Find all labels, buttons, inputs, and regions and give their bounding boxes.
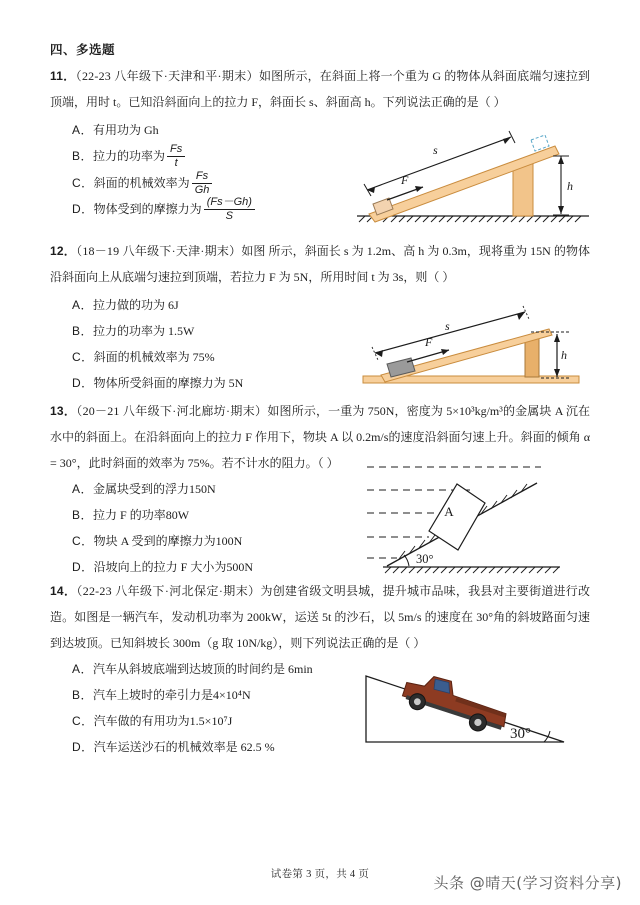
option-c-text: 斜面的机械效率为 75% <box>93 350 215 364</box>
option-d-fraction <box>204 196 255 222</box>
question-14-stem <box>50 578 590 656</box>
svg-text:F: F <box>425 335 433 349</box>
figure-question-14 <box>352 658 606 762</box>
svg-text:h: h <box>567 179 573 193</box>
option-c-label: C． <box>72 534 94 548</box>
option-c-denominator: Gh <box>192 183 213 197</box>
question-13-body: 如图所示，一重为 750N，密度为 5×10³kg/m³的金属块 A 沉在水中的斜面上。在沿斜面向上的拉力 F 作用下，物块 A 以 0.2m/s的速度沿斜面匀速上升。斜面的倾角 α = 30°，此时斜面的效率为 75%。若不计水的阻力。（ ） <box>50 404 591 470</box>
watermark: 头条 @晴天(学习资料分享) <box>433 874 622 892</box>
option-d-label: D． <box>72 202 94 217</box>
option-d-label: D． <box>72 740 94 754</box>
option-a-text: 有用功为 Gh <box>93 123 159 137</box>
question-14-number: 14． <box>50 584 77 598</box>
option-a-text: 汽车从斜坡底端到达坡顶的时间约是 6min <box>93 662 313 676</box>
option-c-text: 汽车做的有用功为1.5×10⁷J <box>93 714 233 728</box>
option-a-label: A． <box>72 662 94 676</box>
option-c-text: 斜面的机械效率为 <box>93 175 190 190</box>
svg-text:30°: 30° <box>510 726 531 742</box>
figure-question-12 <box>345 302 597 394</box>
option-c-fraction <box>192 170 213 196</box>
option-b-text: 拉力 F 的功率80W <box>93 508 190 522</box>
question-12-number: 12． <box>50 244 77 258</box>
svg-text:F: F <box>401 173 409 187</box>
option-c-numerator: Fs <box>195 170 209 183</box>
option-b-label: B． <box>72 149 94 163</box>
option-d-text: 沿坡向上的拉力 F 大小为500N <box>93 560 254 574</box>
option-d-text: 物体受到的摩擦力为 <box>93 202 202 217</box>
option-b-text: 拉力的功率为 1.5W <box>93 324 195 338</box>
section-title: 四、多选题 <box>50 43 116 57</box>
option-d-label: D． <box>72 560 94 574</box>
option-b-numerator: Fs <box>170 143 183 156</box>
option-b-label: B． <box>72 508 94 522</box>
option-c-text: 物块 A 受到的摩擦力为100N <box>93 534 243 548</box>
question-14-body: 为创建省级文明县城，提升城市品味，我县对主要街道进行改造。如图是一辆汽车，发动机功率为 200kW，运送 5t 的沙石，以 5m/s 的速度在 30°角的斜坡路面匀速到达坡顶。已知斜坡长 300m（g 取 10N/kg），则下列说法正确的是（ ） <box>50 584 590 650</box>
question-12-stem <box>50 238 590 290</box>
option-b-label: B． <box>72 688 94 702</box>
svg-text:h: h <box>561 348 567 362</box>
option-a-label: A． <box>72 298 94 312</box>
question-13-number: 13． <box>50 404 77 418</box>
option-b-fraction <box>167 143 185 169</box>
question-11-stem <box>50 63 590 115</box>
option-d-denominator: S <box>204 209 255 223</box>
option-d-text: 物体所受斜面的摩擦力为 5N <box>93 376 244 390</box>
svg-text:s: s <box>445 319 450 333</box>
option-b-denominator: t <box>167 156 185 170</box>
option-b-text: 汽车上坡时的牵引力是4×10⁴N <box>93 688 251 702</box>
question-11-number: 11． <box>50 69 76 83</box>
option-a-label: A． <box>72 123 94 137</box>
option-b-label: B． <box>72 324 94 338</box>
option-a-text: 拉力做的功为 6J <box>93 298 179 312</box>
option-d-label: D． <box>72 376 94 390</box>
option-c-label: C． <box>72 175 94 190</box>
svg-text:A: A <box>444 504 454 519</box>
question-13-meta: （20－21 八年级下·河北廊坊·期末） <box>76 404 268 418</box>
option-a-label: A． <box>72 482 94 496</box>
figure-question-13 <box>325 458 613 576</box>
question-12-meta: （18－19 八年级下·天津·期末） <box>76 244 242 258</box>
option-d-numerator: (Fs－Gh) <box>206 196 252 209</box>
option-b-text: 拉力的功率为 <box>93 149 166 163</box>
svg-text:s: s <box>433 143 438 157</box>
option-c-label: C． <box>72 350 94 364</box>
option-d-text: 汽车运送沙石的机械效率是 62.5 % <box>93 740 275 754</box>
svg-text:30°: 30° <box>416 552 434 566</box>
question-11-meta: （22-23 八年级下·天津和平·期末） <box>75 69 259 83</box>
question-12-body: 如图 所示，斜面长 s 为 1.2m、高 h 为 0.3m，现将重为 15N 的物体沿斜面向上从底端匀速拉到顶端，若拉力 F 为 5N，所用时间 t 为 3s，则（ ） <box>50 244 591 284</box>
option-c-label: C． <box>72 714 94 728</box>
option-a-text: 金属块受到的浮力150N <box>93 482 216 496</box>
question-11-body: 如图所示，在斜面上将一个重为 G 的物体从斜面底端匀速拉到顶端，用时 t。已知沿斜面向上的拉力 F，斜面长 s、斜面高 h。下列说法正确的是（ ） <box>50 69 590 109</box>
figure-question-11 <box>345 118 597 230</box>
question-14-meta: （22-23 八年级下·河北保定·期末） <box>76 584 261 598</box>
page-footer: 试卷第 3 页，共 4 页 <box>270 869 370 880</box>
